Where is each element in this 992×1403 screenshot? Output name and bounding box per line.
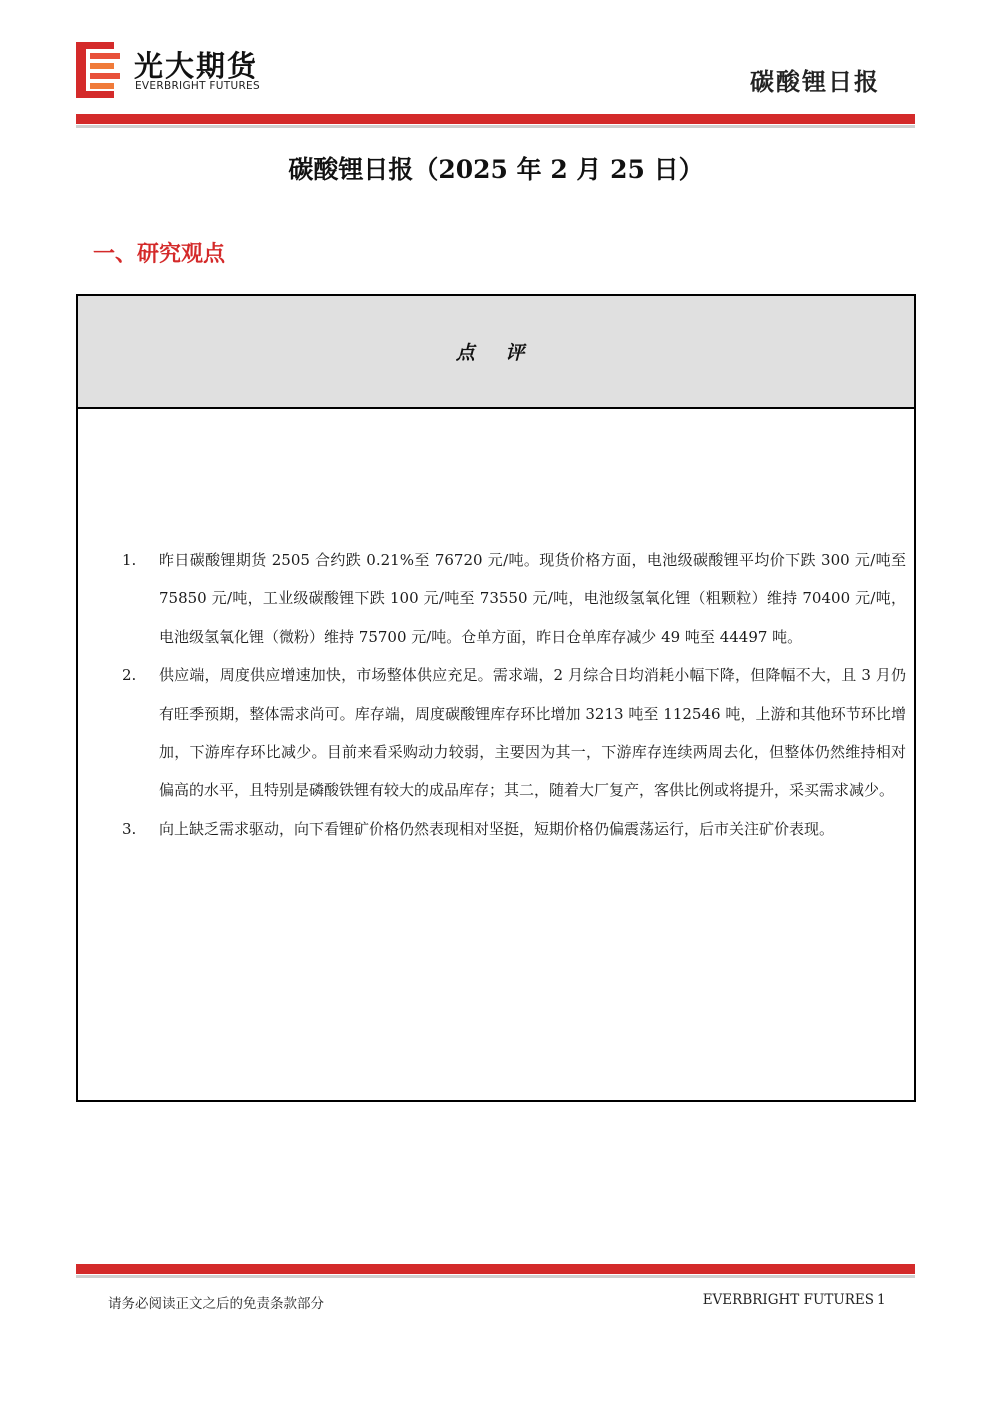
list-item-text: 昨日碳酸锂期货 2505 合约跌 0.21%至 76720 元/吨。现货价格方面，电池级碳酸锂平均价下跌 300 元/吨至 75850 元/吨，工业级碳酸锂下跌 100 元/吨至 73550 元/吨，电池级氢氧化锂（粗颗粒）维持 70400 元/吨，电池级氢氧化锂（微粉）维持 75700 元/吨。仓单方面，昨日仓单库存减少 49 吨至 44497 吨。	[159, 551, 906, 646]
list-item-number: 3.	[122, 819, 137, 838]
list-item-number: 2.	[122, 666, 137, 685]
list-item-text: 供应端，周度供应增速加快，市场整体供应充足。需求端，2 月综合日均消耗小幅下降，但降幅不大，且 3 月仍有旺季预期，整体需求尚可。库存端，周度碳酸锂库存环比增加 3213 吨至 112546 吨，上游和其他环节环比增加，下游库存环比减少。目前来看采购动力较弱，主要因为其一，下游库存连续两周去化，但整体仍然维持相对偏高的水平，且特别是磷酸铁锂有较大的成品库存；其二，随着大厂复产，客供比例或将提升，采买需求减少。	[159, 666, 906, 800]
list-item-text: 向上缺乏需求驱动，向下看锂矿价格仍然表现相对坚挺，短期价格仍偏震荡运行，后市关注矿价表现。	[159, 819, 835, 838]
list-item	[78, 656, 914, 810]
footer-rule-gray	[76, 1275, 915, 1278]
document-title: 碳酸锂日报（2025 年 2 月 25 日）	[288, 155, 704, 184]
footer-brand: EVERBRIGHT FUTURES	[702, 1292, 874, 1308]
commentary-box	[76, 294, 916, 1102]
commentary-points	[78, 541, 914, 848]
commentary-box-title: 点 评	[78, 296, 914, 409]
report-name: 碳酸锂日报	[750, 68, 880, 96]
header-rule-red	[76, 114, 915, 124]
section-heading: 一、研究观点	[93, 242, 226, 267]
list-item-number: 1.	[122, 551, 137, 569]
header-rule-gray	[76, 125, 915, 128]
list-item	[78, 810, 914, 848]
everbright-logo-icon	[76, 42, 128, 98]
list-item	[78, 541, 914, 656]
footer-rule-red	[76, 1264, 915, 1274]
logo-chinese-name: 光大期货	[134, 49, 259, 83]
disclaimer-note: 请务必阅读正文之后的免责条款部分	[108, 1296, 324, 1312]
company-logo	[76, 42, 286, 98]
logo-english-name: EVERBRIGHT FUTURES	[135, 80, 260, 92]
